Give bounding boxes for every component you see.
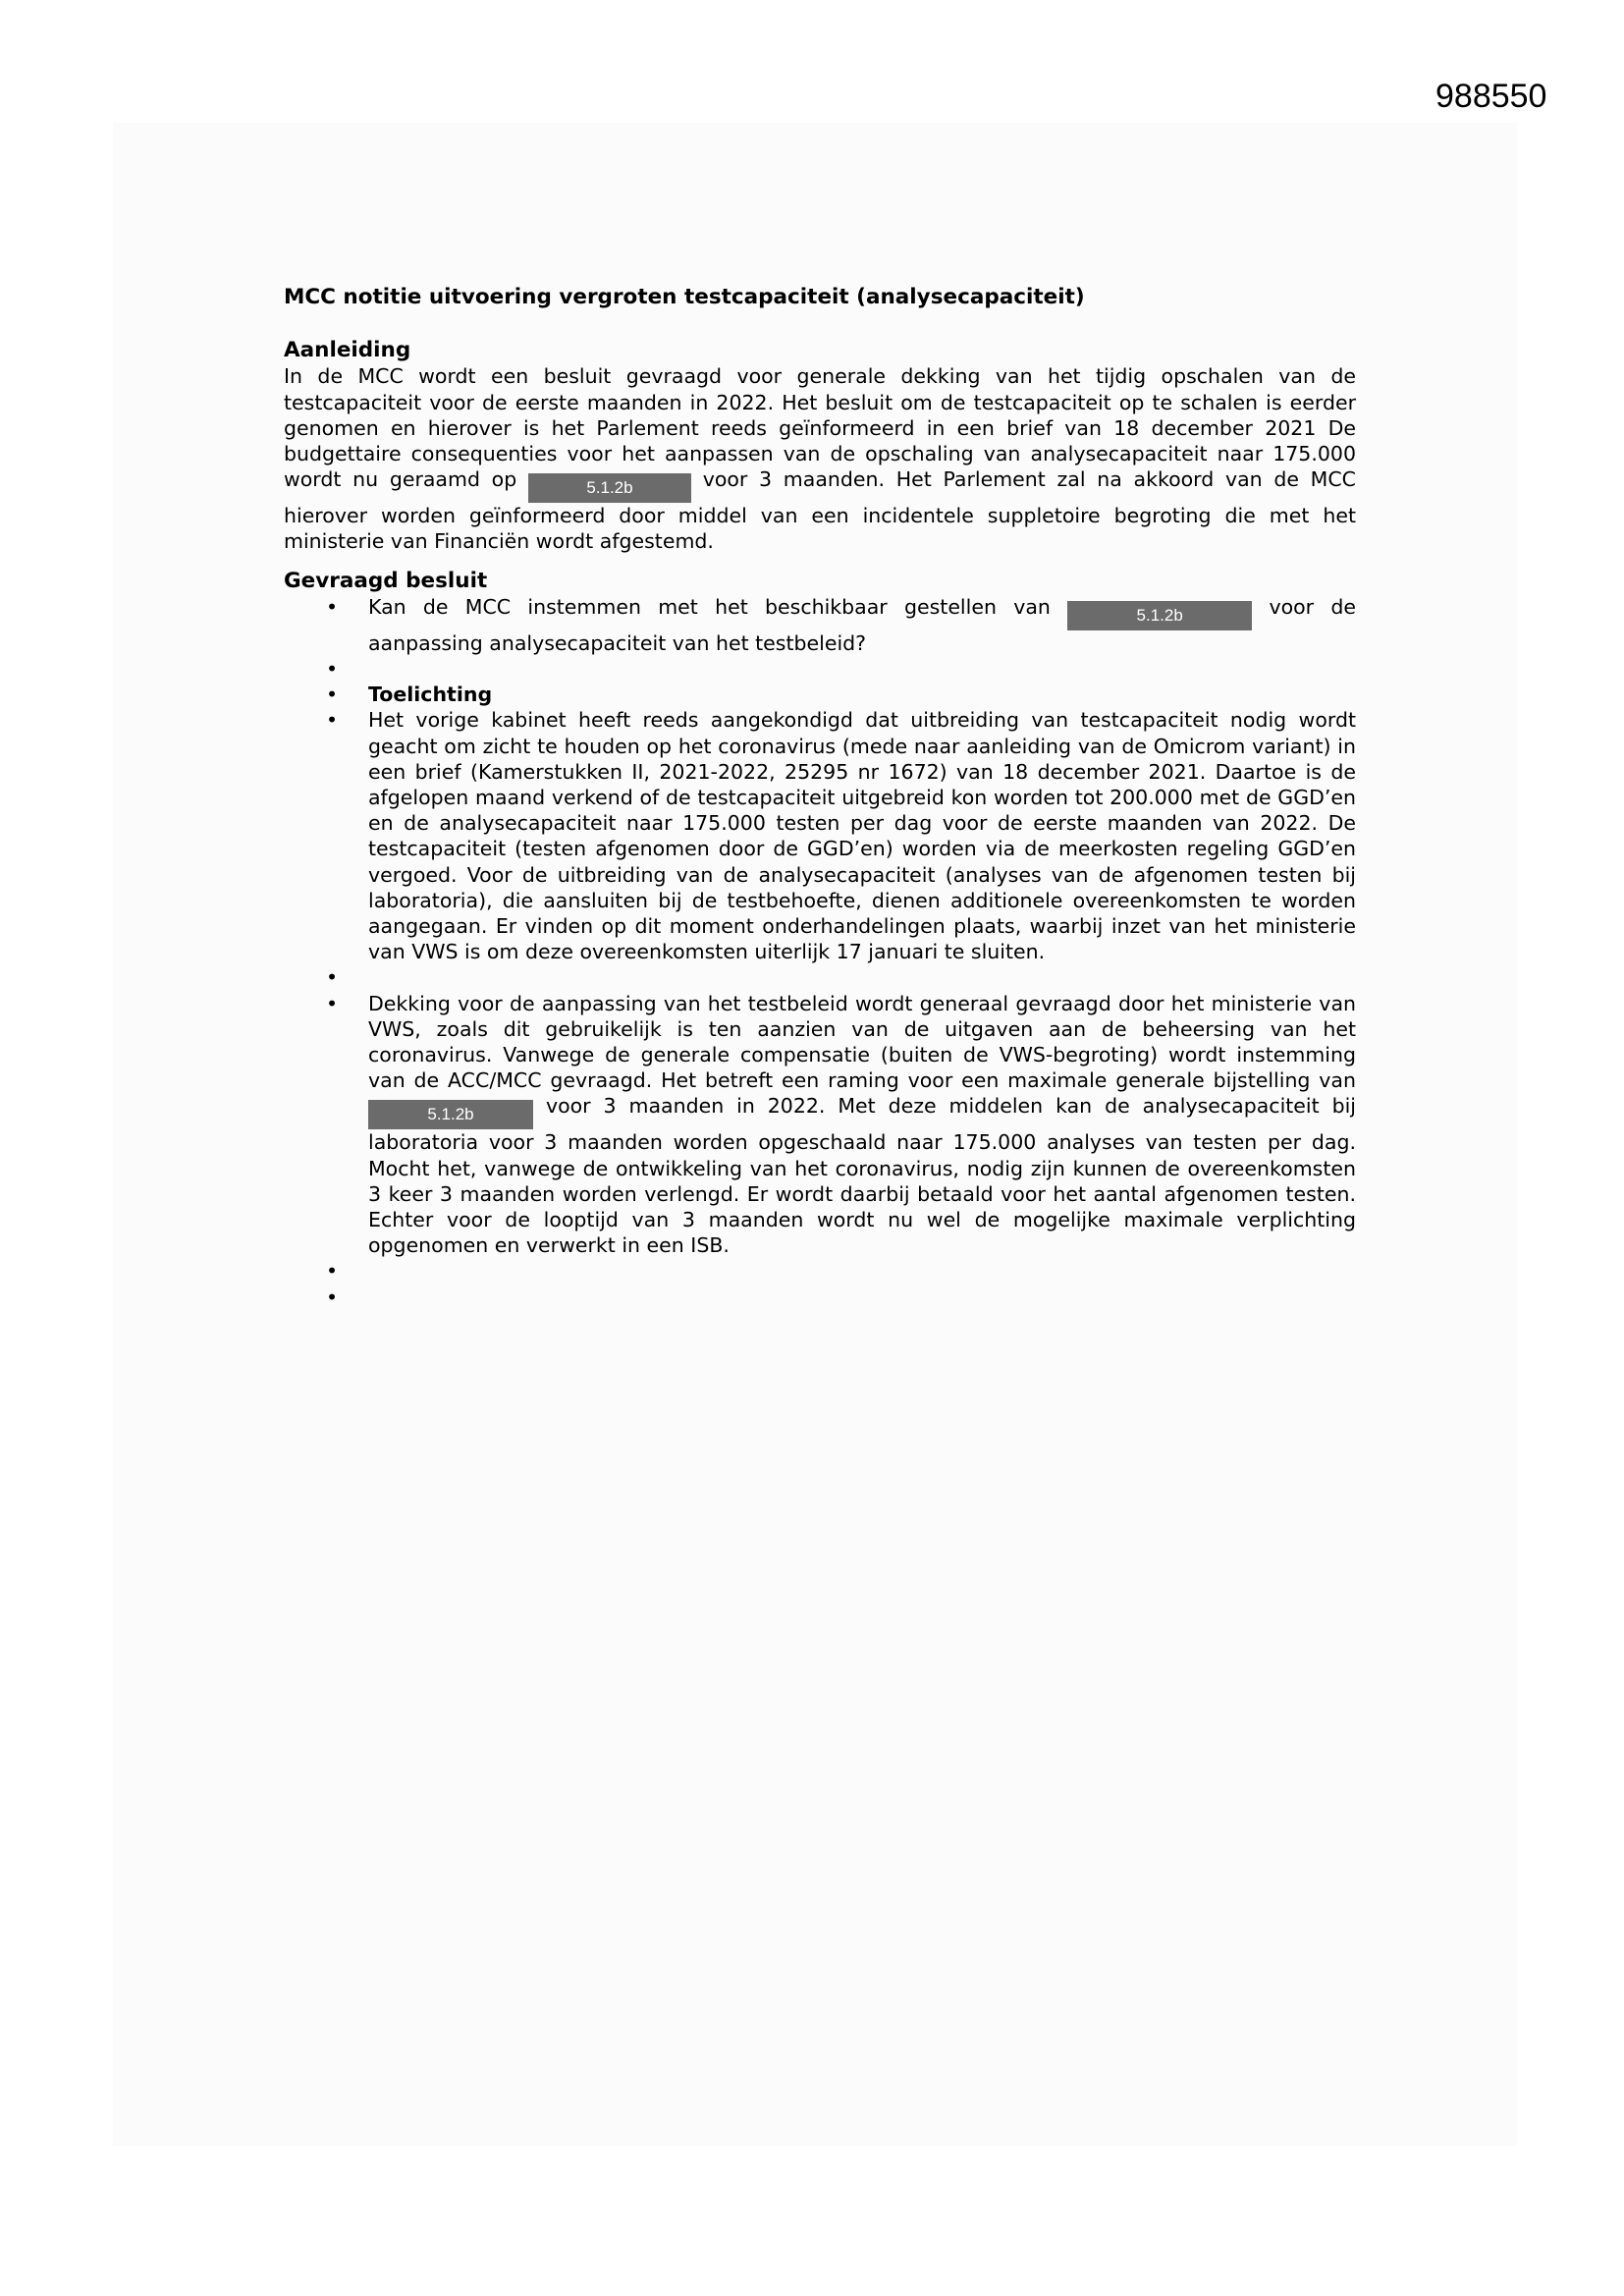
document-number: 988550 [1435, 78, 1547, 115]
redaction-box: 5.1.2b [1067, 601, 1252, 630]
besluit-question-before: Kan de MCC instemmen met het beschikbaar gestellen van [368, 594, 1051, 619]
list-item [284, 707, 1356, 964]
section-heading-gevraagd-besluit: Gevraagd besluit [284, 568, 488, 593]
document-title: MCC notitie uitvoering vergroten testcapaciteit (analysecapaciteit) [284, 285, 1085, 309]
aanleiding-text-after: voor 3 maanden. Het Parlement zal na akkoord van de MCC hierover worden geïnformeerd door middel van een incidentele suppletoire begroting die met het ministerie van Financiën wordt afgestemd. [284, 467, 1356, 554]
list-item [284, 682, 1356, 707]
toelichting-heading: Toelichting [368, 683, 493, 707]
dekking-text-after: voor 3 maanden in 2022. Met deze middelen kan de analysecapaciteit bij laboratoria voor 3 maanden worden opgeschaald naar 175.000 analyses van testen per dag. Mocht het, vanwege de ontwikkeling van het coronavirus, nodig zijn kunnen de overeenkomsten 3 keer 3 maanden worden verlengd. Er wordt daarbij betaald voor het aantal afgenomen testen. Echter voor de looptijd van 3 maanden wordt nu wel de mogelijke maximale verplichting opgenomen en verwerkt in een ISB. [368, 1094, 1356, 1258]
redaction-box: 5.1.2b [528, 473, 691, 503]
document-body [284, 285, 1356, 1310]
section-heading-aanleiding: Aanleiding [284, 338, 411, 363]
toelichting-text: Het vorige kabinet heeft reeds aangekondigd dat uitbreiding van testcapaciteit nodig wordt geacht om zicht te houden op het coronavirus (mede naar aanleiding van de Omicrom variant) in een brief (Kamerstukken II, 2021-2022, 25295 nr 1672) van 18 december 2021. Daartoe is de afgelopen maand verkend of de testcapaciteit uitgebreid kon worden tot 200.000 met de GGD’en en de analysecapaciteit naar 175.000 testen per dag voor de eerste maanden van 2022. De testcapaciteit (testen afgenomen door de GGD’en) worden via de meerkosten regeling GGD’en vergoed. Voor de uitbreiding van de analysecapaciteit (analyses van de afgenomen testen bij laboratoria), die aansluiten bij de testbehoefte, dienen additionele overeenkomsten te worden aangegaan. Er vinden op dit moment onderhandelingen plaats, waarbij inzet van het ministerie van VWS is om deze overeenkomsten uiterlijk 17 januari te sluiten. [368, 708, 1356, 964]
list-item [284, 594, 1356, 656]
aanleiding-text-before: In de MCC wordt een besluit gevraagd voor generale dekking van het tijdig opschalen van de testcapaciteit voor de eerste maanden in 2022. Het besluit om de testcapaciteit op te schalen is eerder genomen en hierover is het Parlement reeds geïnformeerd in een brief van 18 december 2021 De budgettaire consequenties voor het aanpassen van de opschaling van analysecapaciteit naar 175.000 wordt nu geraamd op [284, 364, 1356, 492]
empty-list-item [284, 964, 1356, 990]
besluit-list [284, 594, 1356, 1310]
empty-list-item [284, 656, 1356, 682]
besluit-question-after: voor de aanpassing analysecapaciteit van het testbeleid? [368, 594, 1356, 655]
empty-list-item [284, 1285, 1356, 1310]
redaction-box: 5.1.2b [368, 1100, 533, 1129]
dekking-text-before: Dekking voor de aanpassing van het testbeleid wordt generaal gevraagd door het ministerie van VWS, zoals dit gebruikelijk is ten aanzien van de uitgaven aan de beheersing van het coronavirus. Vanwege de generale compensatie (buiten de VWS-begroting) wordt instemming van de ACC/MCC gevraagd. Het betreft een raming voor een maximale generale bijstelling van [368, 991, 1356, 1093]
list-item [284, 991, 1356, 1259]
empty-list-item [284, 1258, 1356, 1284]
aanleiding-paragraph [284, 363, 1356, 554]
